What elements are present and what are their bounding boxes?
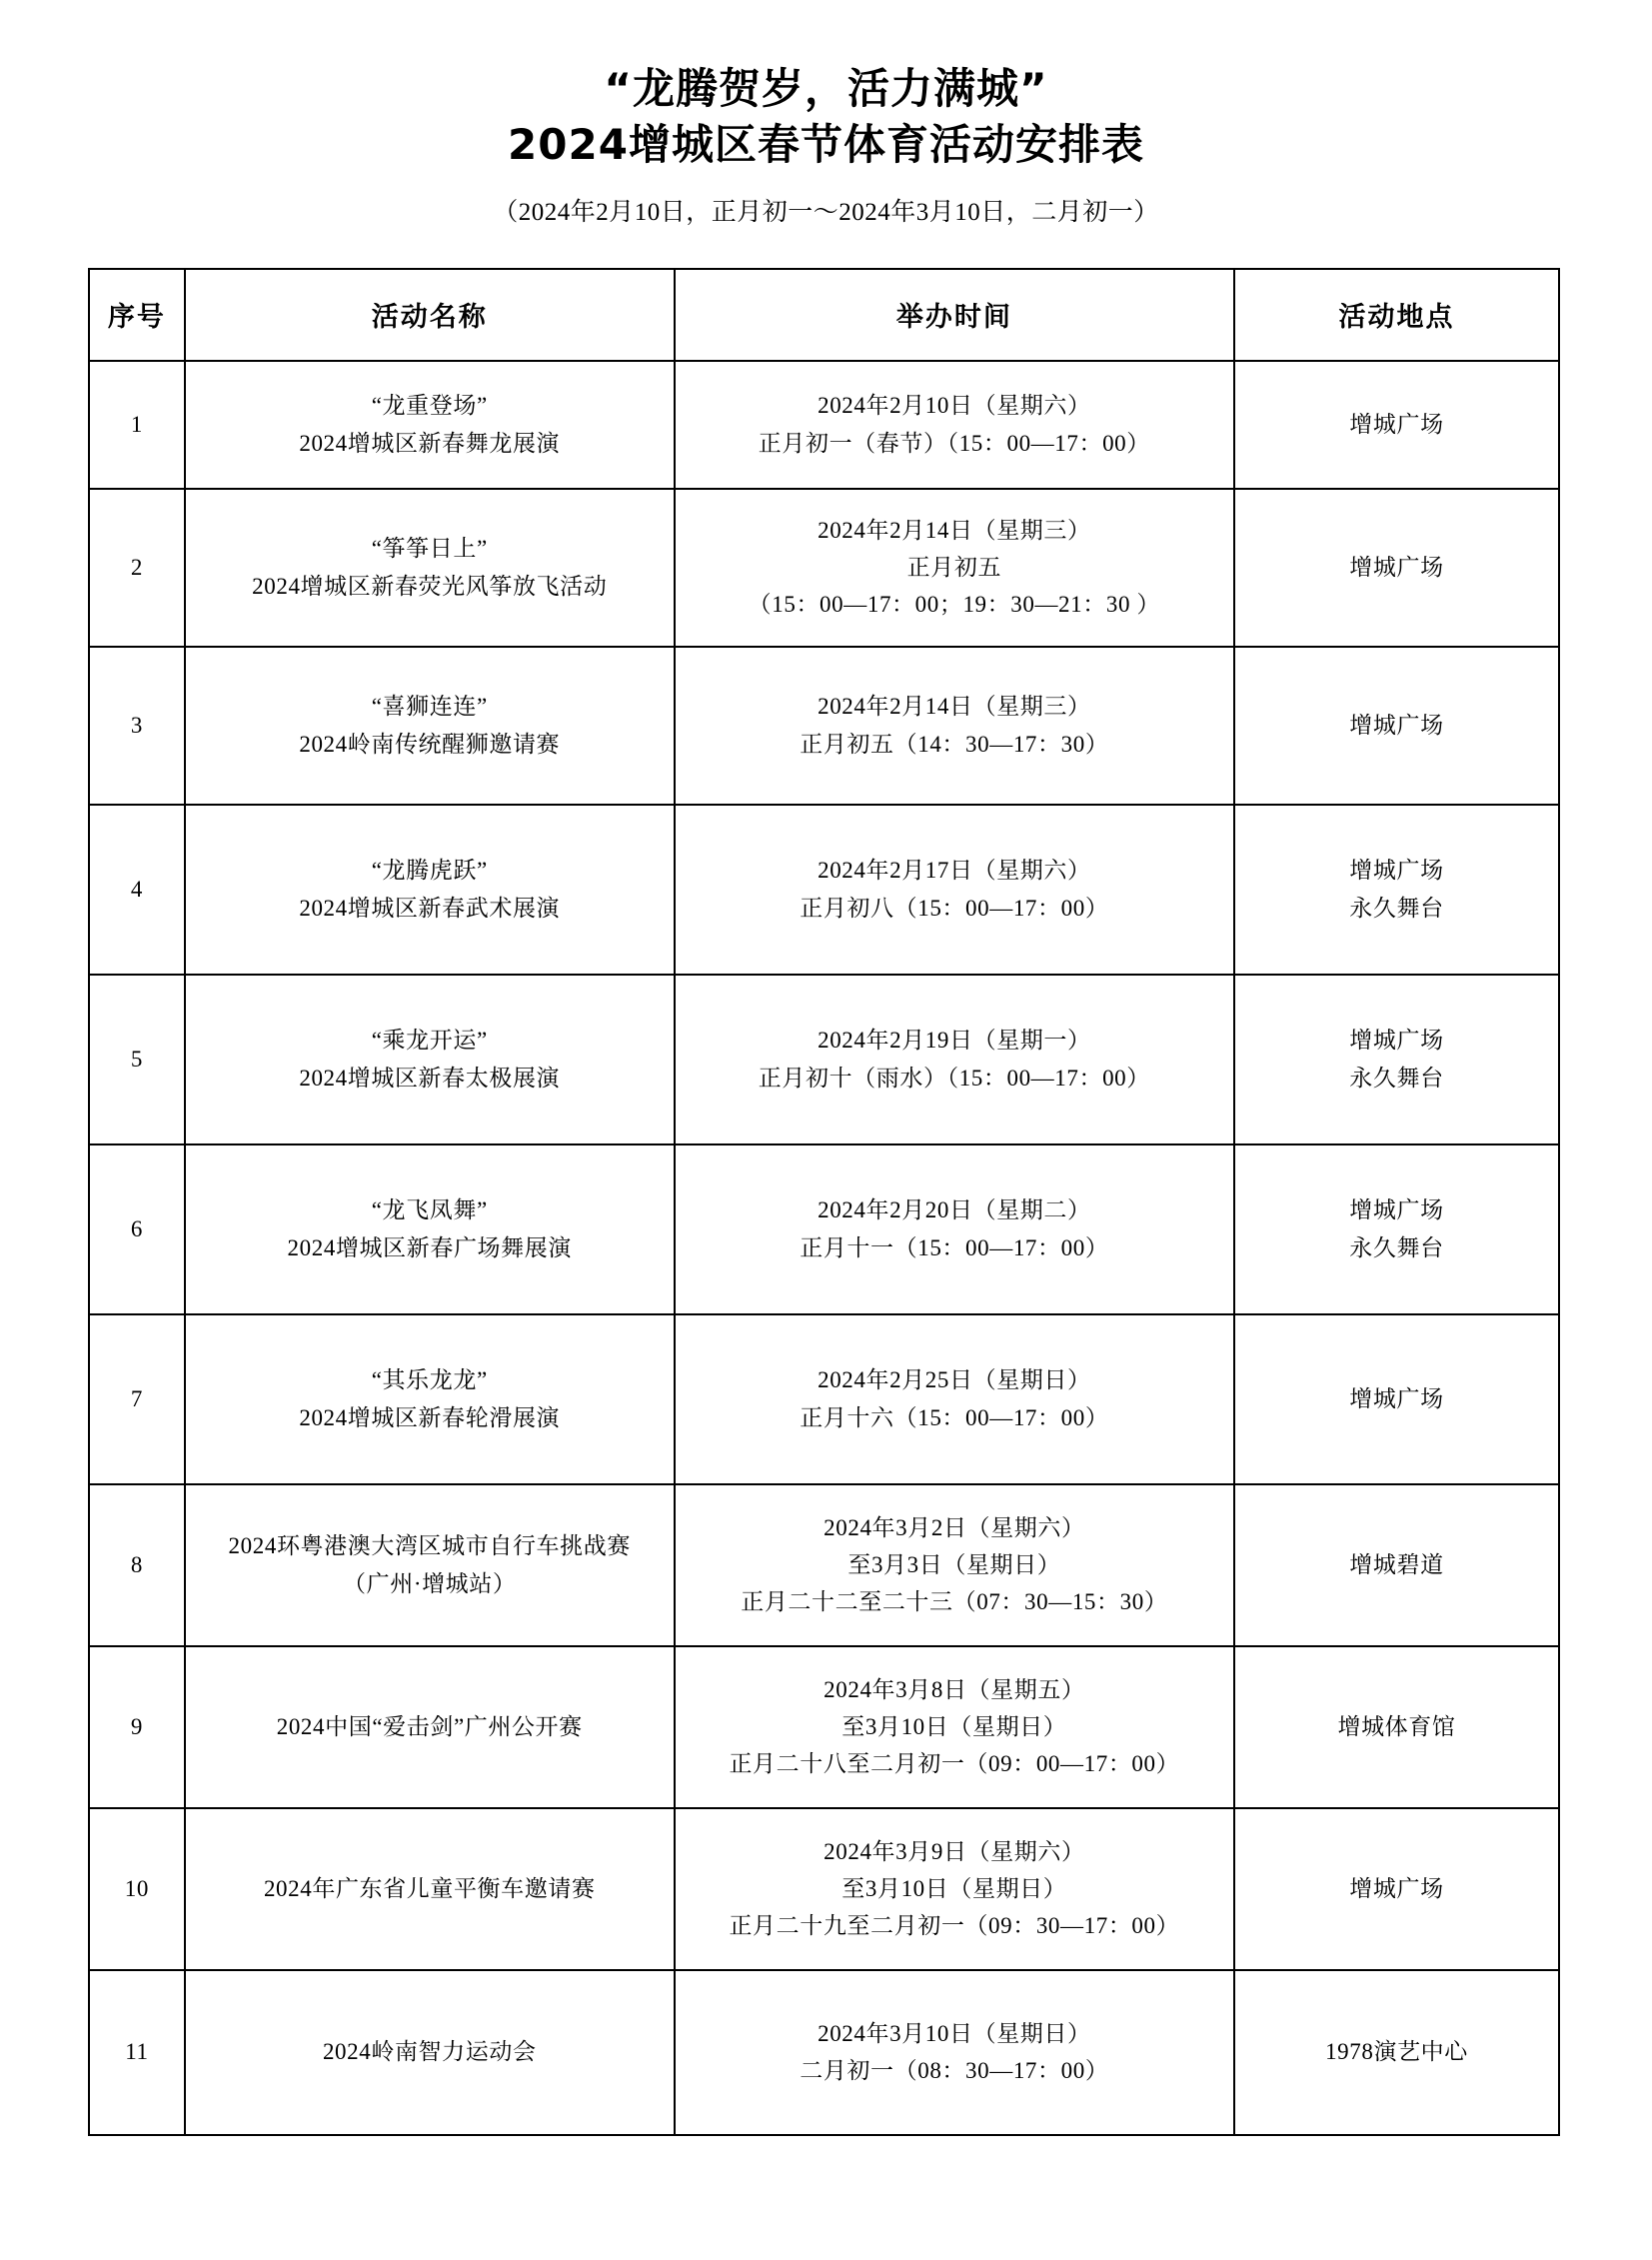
table-row — [89, 805, 1559, 975]
cell-activity-name — [185, 1314, 675, 1484]
cell-activity-time-line: （15：00—17：00；19：30—21：30 ） — [748, 592, 1161, 618]
cell-activity-time — [675, 361, 1234, 489]
cell-activity-name — [185, 805, 675, 975]
table-header — [89, 269, 1559, 361]
cell-activity-name — [185, 361, 675, 489]
cell-activity-name — [185, 647, 675, 805]
cell-activity-time-line: 至3月10日（星期日） — [841, 1713, 1067, 1739]
cell-activity-name-line: 2024年广东省儿童平衡车邀请赛 — [263, 1875, 596, 1901]
cell-activity-name-line: 2024增城区新春武术展演 — [299, 895, 561, 921]
cell-activity-name-line: “筝筝日上” — [371, 536, 488, 562]
cell-activity-time — [675, 1646, 1234, 1808]
cell-activity-place-line: 增城广场 — [1349, 554, 1444, 580]
cell-activity-name-line: “龙重登场” — [371, 393, 488, 419]
cell-activity-name-line: 2024增城区新春轮滑展演 — [299, 1404, 561, 1430]
cell-activity-name-line: 2024中国“爱击剑”广州公开赛 — [276, 1713, 583, 1739]
cell-activity-name — [185, 1646, 675, 1808]
cell-activity-time — [675, 1314, 1234, 1484]
table-row — [89, 647, 1559, 805]
cell-activity-name-line: 2024环粤港澳大湾区城市自行车挑战赛 — [228, 1533, 631, 1559]
cell-activity-time-line: 2024年2月19日（星期一） — [818, 1028, 1091, 1054]
cell-activity-place-line: 增城广场 — [1349, 1028, 1444, 1054]
cell-activity-place-line: 增城广场 — [1349, 858, 1444, 884]
cell-activity-name — [185, 1144, 675, 1314]
cell-activity-time-line: 2024年3月9日（星期六） — [824, 1838, 1085, 1864]
cell-activity-place-line: 增城广场 — [1349, 1197, 1444, 1223]
table-row — [89, 1970, 1559, 2135]
cell-seq: 7 — [89, 1314, 185, 1484]
cell-activity-name-line: 2024增城区新春太极展演 — [299, 1065, 561, 1091]
table-row — [89, 1314, 1559, 1484]
cell-activity-time — [675, 1970, 1234, 2135]
cell-activity-time-line: 正月十一（15：00—17：00） — [800, 1234, 1109, 1260]
table-row — [89, 975, 1559, 1144]
cell-seq: 6 — [89, 1144, 185, 1314]
cell-activity-name — [185, 1970, 675, 2135]
cell-activity-time-line: 2024年2月14日（星期三） — [818, 517, 1091, 543]
table-row — [89, 361, 1559, 489]
schedule-table — [88, 268, 1560, 2136]
cell-seq: 3 — [89, 647, 185, 805]
cell-activity-place-line: 永久舞台 — [1349, 1065, 1444, 1091]
cell-activity-name — [185, 975, 675, 1144]
column-header-seq: 序号 — [89, 269, 185, 361]
table-row — [89, 1144, 1559, 1314]
cell-activity-place-line: 增城广场 — [1349, 1385, 1444, 1411]
cell-seq: 10 — [89, 1808, 185, 1970]
cell-activity-time-line: 2024年3月2日（星期六） — [824, 1514, 1085, 1540]
document-title-line-1: “龙腾贺岁，活力满城” — [604, 64, 1048, 113]
cell-seq: 9 — [89, 1646, 185, 1808]
cell-activity-time-line: 2024年2月17日（星期六） — [818, 858, 1091, 884]
cell-activity-name-line: 2024岭南传统醒狮邀请赛 — [299, 731, 561, 757]
cell-seq: 2 — [89, 489, 185, 647]
cell-activity-time-line: 2024年2月20日（星期二） — [818, 1197, 1091, 1223]
document-subtitle: （2024年2月10日，正月初一～2024年3月10日，二月初一） — [493, 198, 1159, 226]
table-header-row — [89, 269, 1559, 361]
cell-activity-time-line: 正月初五（14：30—17：30） — [800, 731, 1109, 757]
cell-seq: 11 — [89, 1970, 185, 2135]
cell-activity-time-line: 正月二十八至二月初一（09：00—17：00） — [729, 1751, 1180, 1777]
cell-activity-place-line: 增城广场 — [1349, 1875, 1444, 1901]
cell-activity-time-line: 正月二十九至二月初一（09：30—17：00） — [729, 1913, 1180, 1939]
cell-activity-time-line: 正月二十二至二十三（07：30—15：30） — [741, 1589, 1168, 1615]
document-title-line-2: 2024增城区春节体育活动安排表 — [508, 119, 1144, 169]
cell-activity-place — [1234, 361, 1559, 489]
cell-activity-name-line: “龙飞凤舞” — [371, 1197, 488, 1223]
table-row — [89, 1808, 1559, 1970]
cell-seq: 1 — [89, 361, 185, 489]
cell-activity-time — [675, 1808, 1234, 1970]
cell-activity-name-line: 2024增城区新春舞龙展演 — [299, 430, 561, 456]
column-header-time: 举办时间 — [675, 269, 1234, 361]
cell-activity-time-line: 2024年2月14日（星期三） — [818, 694, 1091, 720]
cell-activity-time-line: 二月初一（08：30—17：00） — [800, 2058, 1109, 2083]
cell-activity-time — [675, 975, 1234, 1144]
cell-activity-time-line: 正月初一（春节）（15：00—17：00） — [758, 430, 1150, 456]
table-row — [89, 1646, 1559, 1808]
cell-activity-time-line: 2024年3月8日（星期五） — [824, 1676, 1085, 1702]
table-body — [89, 361, 1559, 2135]
cell-activity-name — [185, 1484, 675, 1646]
title-block — [0, 0, 1652, 228]
cell-activity-time — [675, 489, 1234, 647]
cell-activity-time-line: 正月初十（雨水）（15：00—17：00） — [758, 1065, 1150, 1091]
cell-activity-name — [185, 489, 675, 647]
cell-activity-name-line: “乘龙开运” — [371, 1028, 488, 1054]
schedule-table-wrap — [0, 268, 1652, 2136]
cell-activity-place — [1234, 1144, 1559, 1314]
cell-activity-time — [675, 647, 1234, 805]
cell-activity-place — [1234, 1314, 1559, 1484]
cell-activity-place-line: 永久舞台 — [1349, 895, 1444, 921]
cell-seq: 4 — [89, 805, 185, 975]
cell-activity-time-line: 2024年2月25日（星期日） — [818, 1367, 1091, 1393]
cell-activity-name-line: （广州·增城站） — [343, 1570, 517, 1596]
column-header-place: 活动地点 — [1234, 269, 1559, 361]
cell-activity-place — [1234, 1970, 1559, 2135]
cell-activity-place — [1234, 1646, 1559, 1808]
column-header-name: 活动名称 — [185, 269, 675, 361]
cell-activity-place-line: 增城碧道 — [1349, 1551, 1444, 1577]
cell-activity-time-line: 至3月3日（星期日） — [847, 1551, 1061, 1577]
cell-activity-place — [1234, 489, 1559, 647]
cell-activity-place-line: 增城广场 — [1349, 712, 1444, 738]
cell-activity-time — [675, 805, 1234, 975]
cell-activity-name-line: 2024增城区新春荧光风筝放飞活动 — [252, 573, 608, 599]
cell-activity-place-line: 增城广场 — [1349, 411, 1444, 437]
cell-activity-time-line: 2024年2月10日（星期六） — [818, 393, 1091, 419]
cell-seq: 8 — [89, 1484, 185, 1646]
cell-activity-place — [1234, 1808, 1559, 1970]
cell-activity-name-line: 2024岭南智力运动会 — [322, 2039, 537, 2065]
cell-activity-place — [1234, 647, 1559, 805]
table-row — [89, 1484, 1559, 1646]
cell-activity-time — [675, 1484, 1234, 1646]
cell-seq: 5 — [89, 975, 185, 1144]
cell-activity-name-line: “喜狮连连” — [371, 694, 488, 720]
cell-activity-place — [1234, 805, 1559, 975]
cell-activity-name-line: “龙腾虎跃” — [371, 858, 488, 884]
cell-activity-name-line: “其乐龙龙” — [371, 1367, 488, 1393]
cell-activity-time-line: 至3月10日（星期日） — [841, 1875, 1067, 1901]
cell-activity-time-line: 正月十六（15：00—17：00） — [800, 1404, 1109, 1430]
cell-activity-time-line: 2024年3月10日（星期日） — [818, 2020, 1091, 2046]
cell-activity-time-line: 正月初八（15：00—17：00） — [800, 895, 1109, 921]
cell-activity-place-line: 增城体育馆 — [1337, 1713, 1456, 1739]
cell-activity-place — [1234, 1484, 1559, 1646]
cell-activity-name-line: 2024增城区新春广场舞展演 — [287, 1234, 572, 1260]
cell-activity-place-line: 永久舞台 — [1349, 1234, 1444, 1260]
cell-activity-time-line: 正月初五 — [906, 554, 1002, 580]
cell-activity-time — [675, 1144, 1234, 1314]
cell-activity-place — [1234, 975, 1559, 1144]
cell-activity-name — [185, 1808, 675, 1970]
table-row — [89, 489, 1559, 647]
cell-activity-place-line: 1978演艺中心 — [1325, 2039, 1468, 2065]
